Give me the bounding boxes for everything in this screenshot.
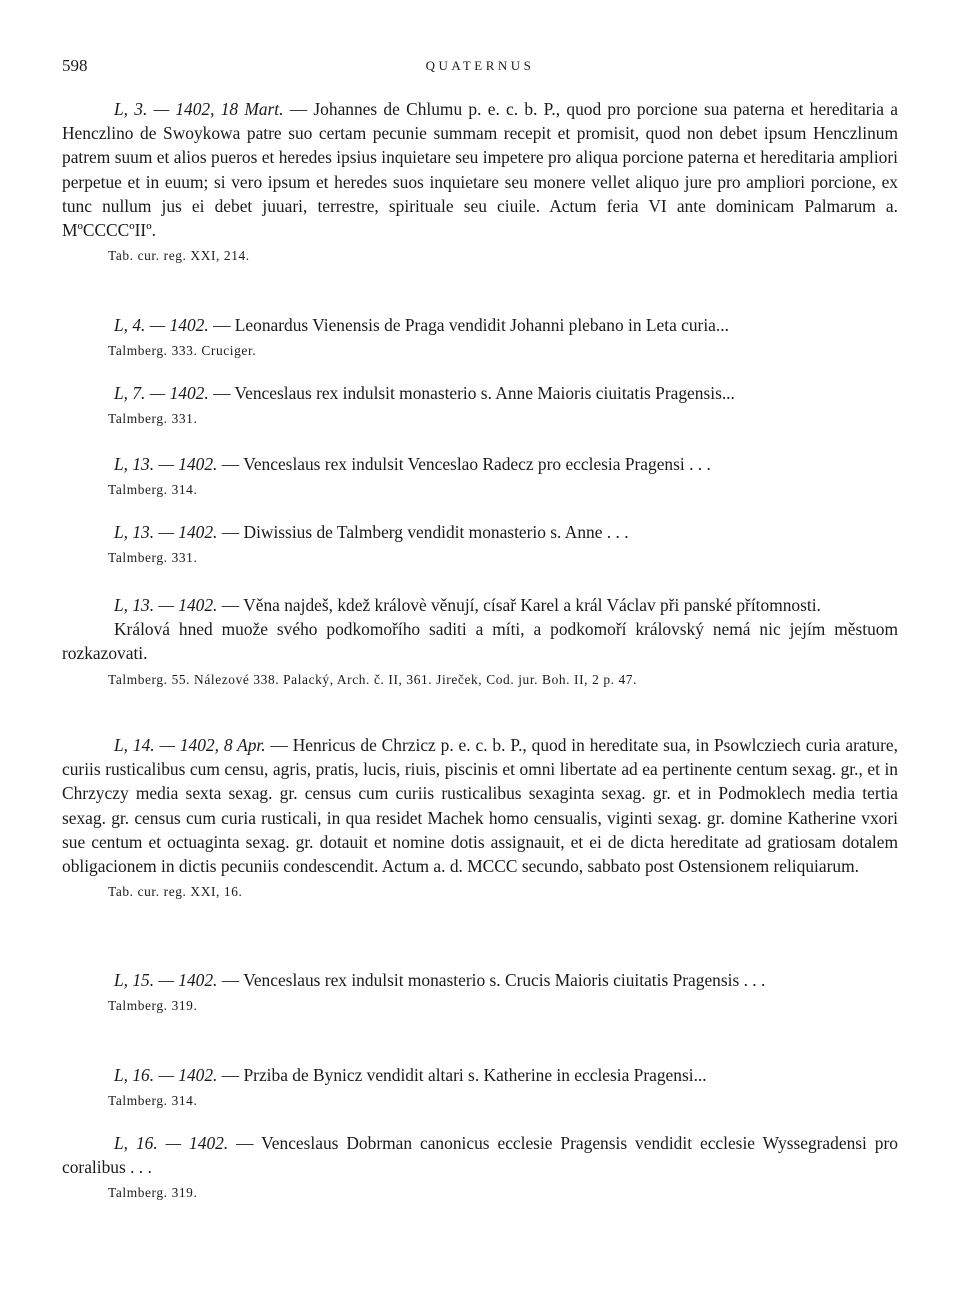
entry-text: — Věna najdeš, kdež královè věnují, císař Karel a král Václav při panské přítomnosti. xyxy=(221,595,821,615)
entry-source: Tab. cur. reg. XXI, 214. xyxy=(108,248,250,264)
entry-source: Tab. cur. reg. XXI, 16. xyxy=(108,884,243,900)
entry-date: L, 3. — 1402, 18 Mart. xyxy=(114,99,284,119)
entry-date: L, 13. — 1402. xyxy=(114,522,218,542)
entry-text: — Johannes de Chlumu p. e. c. b. P., quod pro porcione sua paterna et hereditaria a Henczlino de Swoykowa patre suo certam pecunie summam recepit et promisit, quod non debet ipsum Henczlinum patrem suum et alios pueros et heredes ipsius inquietare seu impetere pro aliqua porcione paterna et hereditaria ampliori perpetue et in euum; si vero ipsum et heredes suos inquietare seu monere vellet aliquo jure pro ampliori porcione, ex tunc nullum jus ei debet juuari, terrestre, spirituale seu ciuile. Actum feria VI ante dominicam Palmarum a. MºCCCCºIIº. xyxy=(62,99,898,241)
entry-date: L, 13. — 1402. xyxy=(114,595,218,615)
entry-date: L, 14. — 1402, 8 Apr. xyxy=(114,735,266,755)
entry-source: Talmberg. 319. xyxy=(108,998,198,1014)
entry-text: — Venceslaus rex indulsit monasterio s. Crucis Maioris ciuitatis Pragensis . . . xyxy=(221,970,766,990)
document-page xyxy=(62,0,898,1299)
header-title: QUATERNUS xyxy=(425,58,535,73)
entry-source: Talmberg. 331. xyxy=(108,411,198,427)
entry-text: — Leonardus Vienensis de Praga vendidit Johanni plebano in Leta curia... xyxy=(213,315,729,335)
page-number: 598 xyxy=(62,56,88,75)
entry-source: Talmberg. 314. xyxy=(108,1093,198,1109)
entry xyxy=(62,968,898,1016)
entry xyxy=(62,381,898,429)
entry xyxy=(62,1063,898,1111)
entry xyxy=(62,593,898,690)
running-head xyxy=(62,54,898,78)
entry-source: Talmberg. 314. xyxy=(108,482,198,498)
entry xyxy=(62,520,898,568)
entry-date: L, 7. — 1402. xyxy=(114,383,209,403)
entry-date: L, 4. — 1402. xyxy=(114,315,209,335)
entry-text: — Henricus de Chrzicz p. e. c. b. P., quod in hereditate sua, in Psowlcziech curia arature, curiis rusticalibus cum censu, agris, pratis, lucis, riuis, piscinis et omni libertate ad ea pertinente centum sexag. gr., et in Chrzyczy media sexta sexag. gr. census cum curiis rusticalibus sexaginta sexag. gr. et in Podmoklech media tertia sexag. gr. census cum curia rusticali, in qua residet Machek homo censualis, viginti sexag. gr. domine Katherine vxori sue centum et octuaginta sexag. gr. dotauit et nomine dotis assignauit, et ei de dicta hereditate ad gratiosam dotalem obligacionem in dictis pecuniis condescendit. Actum a. d. MCCC secundo, sabbato post Ostensionem reliquiarum. xyxy=(62,735,898,877)
entry-date: L, 13. — 1402. xyxy=(114,454,218,474)
entry xyxy=(62,313,898,361)
entry-date: L, 16. — 1402. xyxy=(114,1133,229,1153)
entry-date: L, 15. — 1402. xyxy=(114,970,218,990)
entry-source: Talmberg. 319. xyxy=(108,1185,198,1201)
entry-source: Talmberg. 333. Cruciger. xyxy=(108,343,257,359)
entry xyxy=(62,97,898,266)
entry xyxy=(62,452,898,500)
entry-text: — Prziba de Bynicz vendidit altari s. Katherine in ecclesia Pragensi... xyxy=(221,1065,707,1085)
entry-text: — Venceslaus rex indulsit Venceslao Radecz pro ecclesia Pragensi . . . xyxy=(221,454,711,474)
entry-text: — Diwissius de Talmberg vendidit monasterio s. Anne . . . xyxy=(221,522,629,542)
entry-text: — Venceslaus Dobrman canonicus ecclesie Pragensis vendidit ecclesie Wyssegradensi pro coralibus . . . xyxy=(62,1133,898,1178)
entry-text: — Venceslaus rex indulsit monasterio s. Anne Maioris ciuitatis Pragensis... xyxy=(213,383,735,403)
entry-source: Talmberg. 55. Nálezové 338. Palacký, Arch. č. II, 361. Jireček, Cod. jur. Boh. II, 2 p. 47. xyxy=(108,671,638,687)
entry-date: L, 16. — 1402. xyxy=(114,1065,218,1085)
entry-text: Králová hned muože svého podkomořího saditi a míti, a podkomoří královský nemá nic jejím městuom rozkazovati. xyxy=(62,619,898,664)
entry xyxy=(62,1131,898,1203)
entry-source: Talmberg. 331. xyxy=(108,550,198,566)
entry xyxy=(62,733,898,902)
